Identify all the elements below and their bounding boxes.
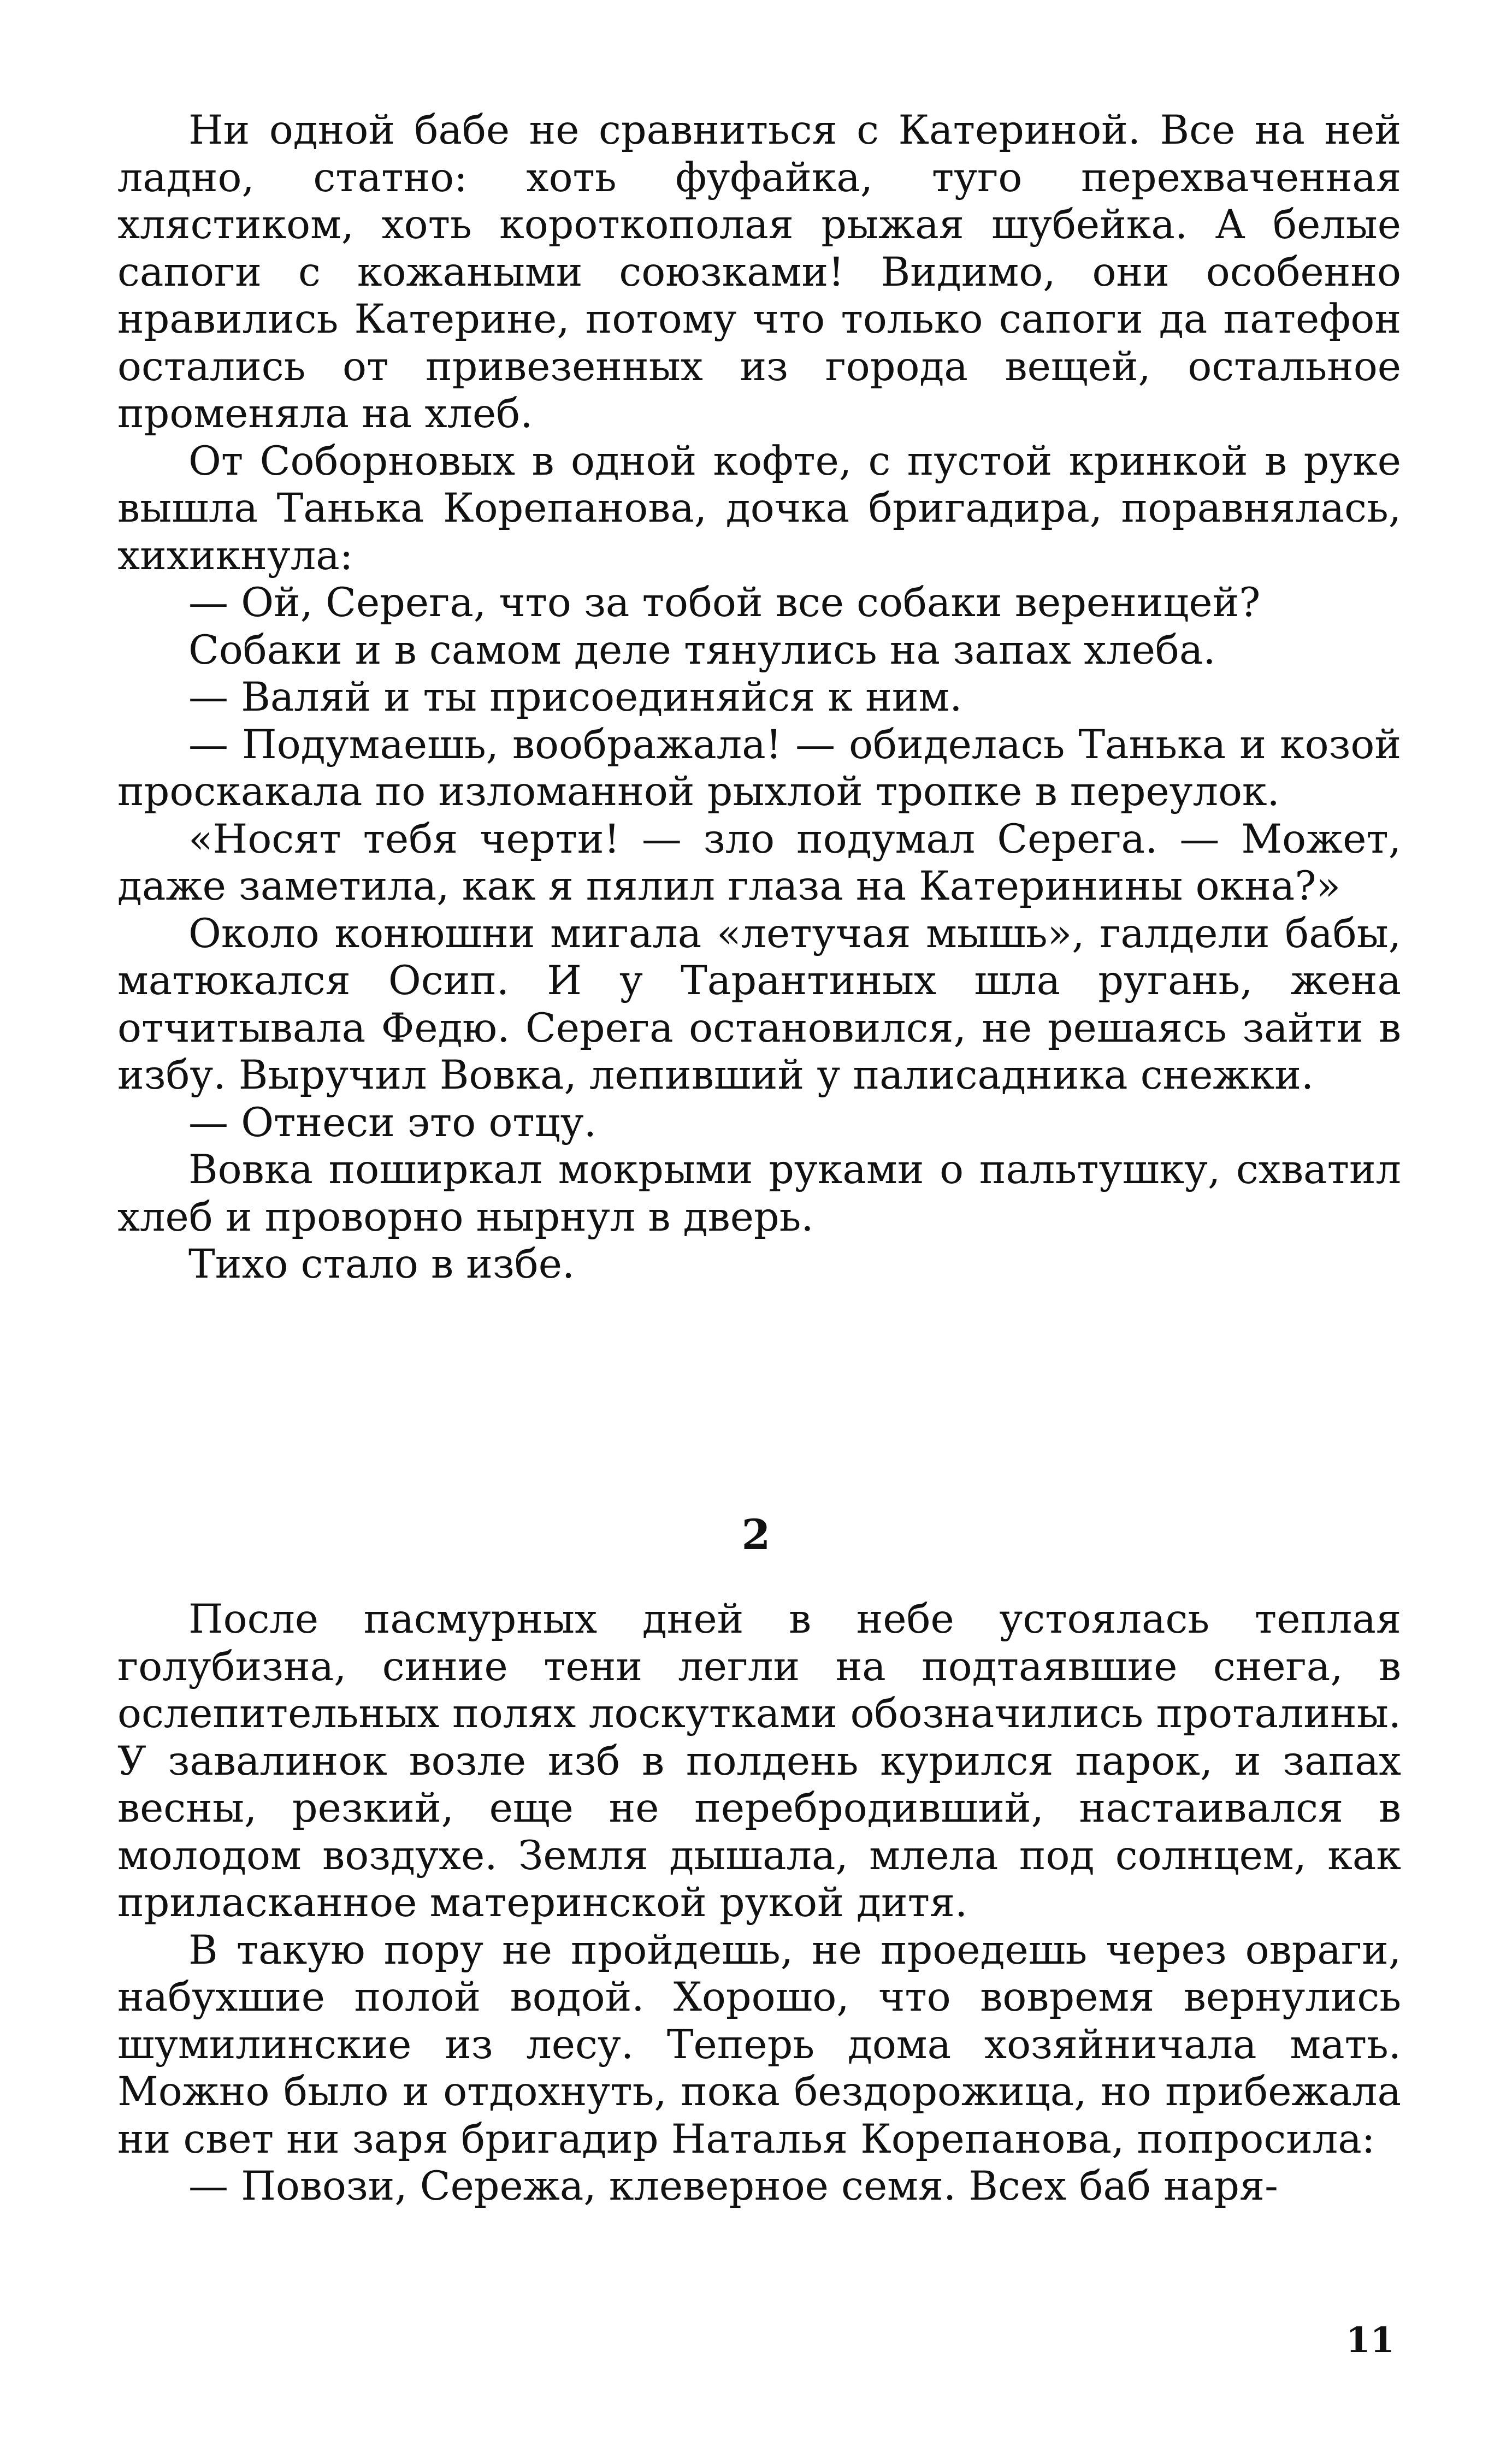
paragraph: От Соборновых в одной кофте, с пустой кринкой в руке вышла Танька Корепанова, дочка бригадира, поравнялась, хихикнула: bbox=[117, 438, 1401, 579]
paragraph: «Носят тебя черти! — зло подумал Серега. — Может, даже заметила, как я пялил глаза на Катеринины окна?» bbox=[117, 816, 1401, 909]
paragraph: В такую пору не пройдешь, не проедешь через овраги, набухшие полой водой. Хорошо, что вовремя вернулись шумилинские из лесу. Теперь дома хозяйничала мать. Можно было и отдохнуть, пока бездорожица, но прибежала ни свет ни заря бригадир Наталья Корепанова, попросила: bbox=[117, 1927, 1401, 2162]
text-section-2 bbox=[117, 1596, 1401, 2211]
page-number: 11 bbox=[1345, 2320, 1395, 2361]
paragraph: — Валяй и ты присоединяйся к ним. bbox=[188, 674, 962, 720]
paragraph: — Ой, Серега, что за тобой все собаки вереницей? bbox=[188, 580, 1261, 626]
paragraph: Ни одной бабе не сравниться с Катериной. Все на ней ладно, статно: хоть фуфайка, туго перехваченная хлястиком, хоть короткополая рыжая шубейка. А белые сапоги с кожаными союзками! Видимо, они особенно нравились Катерине, потому что только сапоги да патефон остались от привезенных из города вещей, остальное променяла на хлеб. bbox=[117, 107, 1401, 437]
text-section-1 bbox=[117, 107, 1401, 1289]
paragraph: Тихо стало в избе. bbox=[188, 1241, 575, 1287]
paragraph: Около конюшни мигала «летучая мышь», галдели бабы, матюкался Осип. И у Тарантиных шла ругань, жена отчитывала Федю. Серега остановился, не решаясь зайти в избу. Выручил Вовка, лепивший у палисадника снежки. bbox=[117, 910, 1401, 1098]
paragraph: Собаки и в самом деле тянулись на запах хлеба. bbox=[188, 627, 1216, 673]
chapter-number: 2 bbox=[741, 1510, 771, 1559]
paragraph: — Отнеси это отцу. bbox=[188, 1099, 596, 1146]
paragraph: — Повози, Сережа, клеверное семя. Всех баб наря- bbox=[188, 2163, 1278, 2209]
paragraph: После пасмурных дней в небе устоялась теплая голубизна, синие тени легли на подтаявшие снега, в ослепительных полях лоскутками обозначились проталины. У завалинок возле изб в полдень курился парок, и запах весны, резкий, еще не перебродивший, настаивался в молодом воздухе. Земля дышала, млела под солнцем, как приласканное материнской рукой дитя. bbox=[117, 1596, 1401, 1926]
paragraph: Вовка поширкал мокрыми руками о пальтушку, схватил хлеб и проворно нырнул в дверь. bbox=[117, 1147, 1401, 1240]
paragraph: — Подумаешь, воображала! — обиделась Танька и козой проскакала по изломанной рыхлой тропке в переулок. bbox=[117, 721, 1401, 815]
